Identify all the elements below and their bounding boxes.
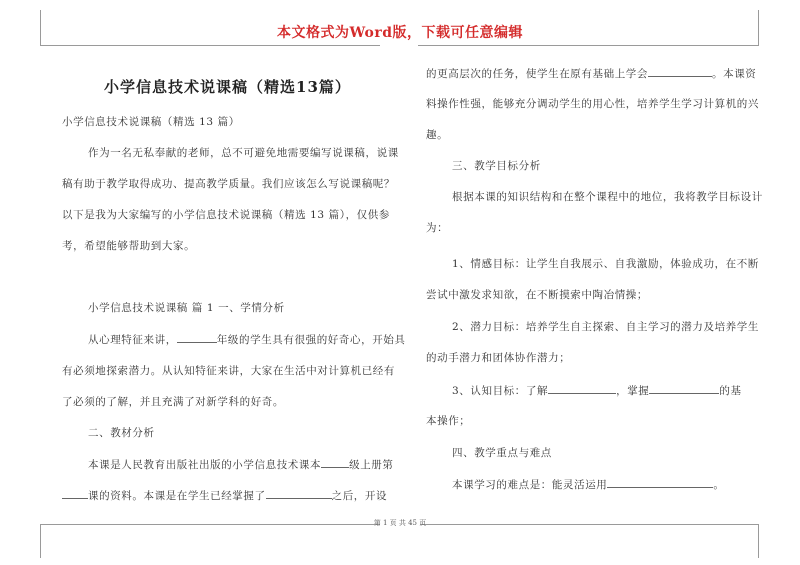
fill-blank — [266, 488, 332, 499]
page-number: 第 1 页 共 45 页 — [373, 519, 427, 527]
section-heading-3: 三、教学目标分析 — [452, 160, 541, 172]
fill-blank — [548, 383, 616, 394]
right-line-5: 为： — [426, 222, 449, 234]
goal-3-line-1 — [452, 383, 742, 399]
goal-2-line-1: 2、潜力目标：培养学生自主探索、自主学习的潜力及培养学生 — [452, 321, 759, 333]
difficulty-text-a: 本课学习的难点是：能灵活运用 — [452, 479, 608, 491]
para2-text-c: 课的资料。本课是在学生已经掌握了 — [88, 490, 266, 502]
fill-blank — [177, 332, 217, 343]
document-title: 小学信息技术说课稿（精选13篇） — [104, 78, 351, 96]
goal-2-line-2: 的动手潜力和团体协作潜力； — [426, 352, 571, 364]
difficulty-text-b: 。 — [713, 479, 725, 491]
section-heading-4: 四、教学重点与难点 — [452, 447, 552, 459]
right-text-1b: 。本课资 — [712, 68, 757, 80]
intro-line-1: 作为一名无私奉献的老师，总不可避免地需要编写说课稿，说课 — [88, 147, 399, 159]
para2-text-a: 本课是人民教育出版社出版的小学信息技术课本 — [88, 459, 322, 471]
section-heading-2: 二、教材分析 — [88, 427, 155, 439]
para2-text-b: 级上册第 — [349, 459, 394, 471]
para1-line-2: 有必须地探索潜力。从认知特征来讲，大家在生活中对计算机已经有 — [62, 365, 395, 377]
goal-3-text-a: 3、认知目标：了解 — [452, 385, 549, 397]
fill-blank — [607, 477, 713, 488]
frame-left-bottom — [40, 524, 41, 558]
fill-blank — [321, 457, 349, 468]
para2-text-d: 之后，开设 — [331, 490, 388, 502]
right-line-1 — [426, 66, 756, 82]
difficulty-line — [452, 477, 725, 493]
goal-3-text-b: ，掌握 — [616, 385, 650, 397]
para1-line-1 — [88, 332, 406, 348]
section-heading-1: 小学信息技术说课稿 篇 1 一、学情分析 — [88, 302, 285, 314]
fill-blank — [649, 383, 719, 394]
right-line-4: 根据本课的知识结构和在整个课程中的地位，我将教学目标设计 — [452, 191, 763, 203]
right-text-1a: 的更高层次的任务，使学生在原有基础上学会 — [426, 68, 648, 80]
fill-blank — [648, 66, 712, 77]
para2-line-1 — [88, 457, 394, 473]
para1-text-b: 年级的学生具有很强的好奇心，开始具 — [216, 334, 406, 346]
fill-blank — [62, 488, 88, 499]
word-format-banner: 本文格式为Word版，下载可任意编辑 — [276, 25, 524, 41]
para1-line-3: 了必须的了解，并且充满了对新学科的好奇。 — [62, 396, 284, 408]
right-line-2: 料操作性强，能够充分调动学生的用心性，培养学生学习计算机的兴 — [426, 98, 759, 110]
frame-top-left — [40, 45, 380, 46]
frame-right-bottom — [758, 524, 759, 558]
goal-1-line-1: 1、情感目标：让学生自我展示、自我激励，体验成功，在不断 — [452, 258, 759, 270]
goal-3-text-c: 的基 — [719, 385, 742, 397]
goal-1-line-2: 尝试中激发求知欲，在不断摸索中陶冶情操； — [426, 289, 648, 301]
para1-text-a: 从心理特征来讲， — [88, 334, 177, 346]
frame-top-right — [418, 45, 758, 46]
intro-line-3: 以下是我为大家编写的小学信息技术说课稿（精选 13 篇），仅供参 — [62, 209, 390, 221]
subtitle: 小学信息技术说课稿（精选 13 篇） — [62, 116, 240, 128]
para2-line-2 — [62, 488, 387, 504]
right-line-3: 趣。 — [426, 129, 449, 141]
intro-line-4: 考，希望能够帮助到大家。 — [62, 240, 196, 252]
intro-line-2: 稿有助于教学取得成功、提高教学质量。我们应该怎么写说课稿呢？ — [62, 178, 395, 190]
goal-3-line-2: 本操作； — [426, 415, 471, 427]
